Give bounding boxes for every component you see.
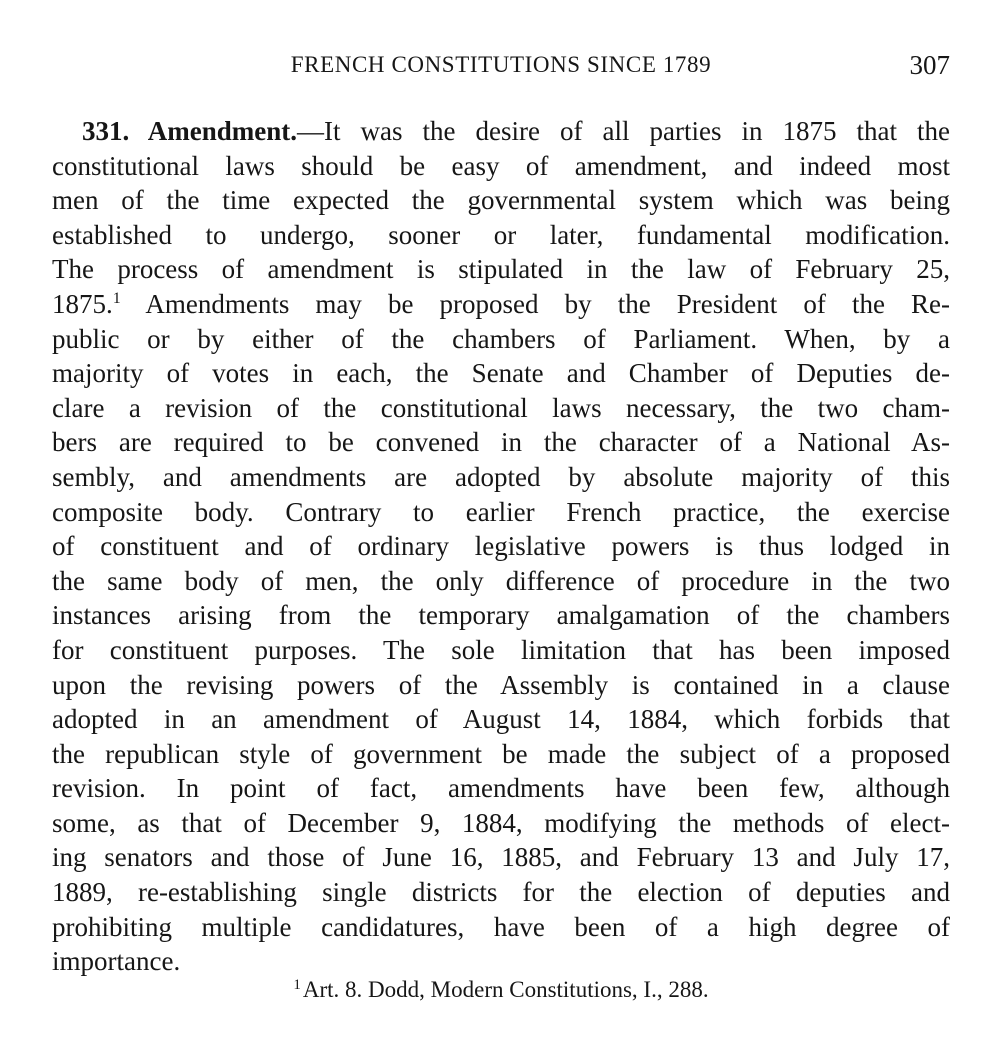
text-line: the republican style of government be made the subject of a proposed	[52, 738, 950, 769]
text-line: prohibiting multiple candidatures, have been of a high degree of	[52, 911, 950, 942]
text-line: men of the time expected the governmental system which was being	[52, 185, 950, 216]
text-line	[52, 287, 950, 322]
text-line: upon the revising powers of the Assembly is contained in a clause	[52, 669, 950, 700]
paragraph-331	[52, 114, 950, 979]
text-line: adopted in an amendment of August 14, 1884, which forbids that	[52, 704, 950, 735]
text-line: composite body. Contrary to earlier French practice, the exercise	[52, 496, 950, 527]
text-line: some, as that of December 9, 1884, modifying the methods of elect-	[52, 807, 950, 838]
footnote-text: Art. 8. Dodd, Modern Constitutions, I., 288.	[302, 977, 709, 1002]
text-line: revision. In point of fact, amendments have been few, although	[52, 773, 950, 804]
footnote-mark: 1	[293, 977, 301, 993]
text-line-content: 1875.	[52, 288, 113, 319]
text-line: majority of votes in each, the Senate and Chamber of Deputies de-	[52, 358, 950, 389]
text-line-content: —It was the desire of all parties in 1875 that the	[297, 116, 950, 146]
text-line: The process of amendment is stipulated in the law of February 25,	[52, 254, 950, 285]
text-line: clare a revision of the constitutional laws necessary, the two cham-	[52, 392, 950, 423]
text-line: the same body of men, the only difference of procedure in the two	[52, 565, 950, 596]
text-line-content: Amendments may be proposed by the President of the Re-	[120, 288, 950, 319]
footnote	[52, 977, 950, 1003]
text-line: importance.	[52, 946, 181, 977]
footnote-reference[interactable]: 1	[112, 289, 121, 307]
text-line: constitutional laws should be easy of amendment, and indeed most	[52, 150, 950, 181]
text-line: instances arising from the temporary amalgamation of the chambers	[52, 600, 950, 631]
text-line: of constituent and of ordinary legislative powers is thus lodged in	[52, 531, 950, 562]
text-line: established to undergo, sooner or later, fundamental modification.	[52, 219, 950, 250]
text-line: 1889, re-establishing single districts for the election of deputies and	[52, 877, 950, 908]
page-number: 307	[909, 50, 950, 80]
text-line: sembly, and amendments are adopted by absolute majority of this	[52, 461, 950, 492]
section-label: 331. Amendment.	[82, 116, 298, 146]
text-line: bers are required to be convened in the character of a National As-	[52, 427, 950, 458]
running-header	[52, 50, 950, 86]
text-line	[52, 114, 950, 149]
text-line: ing senators and those of June 16, 1885, and February 13 and July 17,	[52, 842, 950, 873]
running-title: FRENCH CONSTITUTIONS SINCE 1789	[290, 52, 712, 77]
text-line: for constituent purposes. The sole limitation that has been imposed	[52, 634, 950, 665]
text-line: public or by either of the chambers of Parliament. When, by a	[52, 323, 950, 354]
